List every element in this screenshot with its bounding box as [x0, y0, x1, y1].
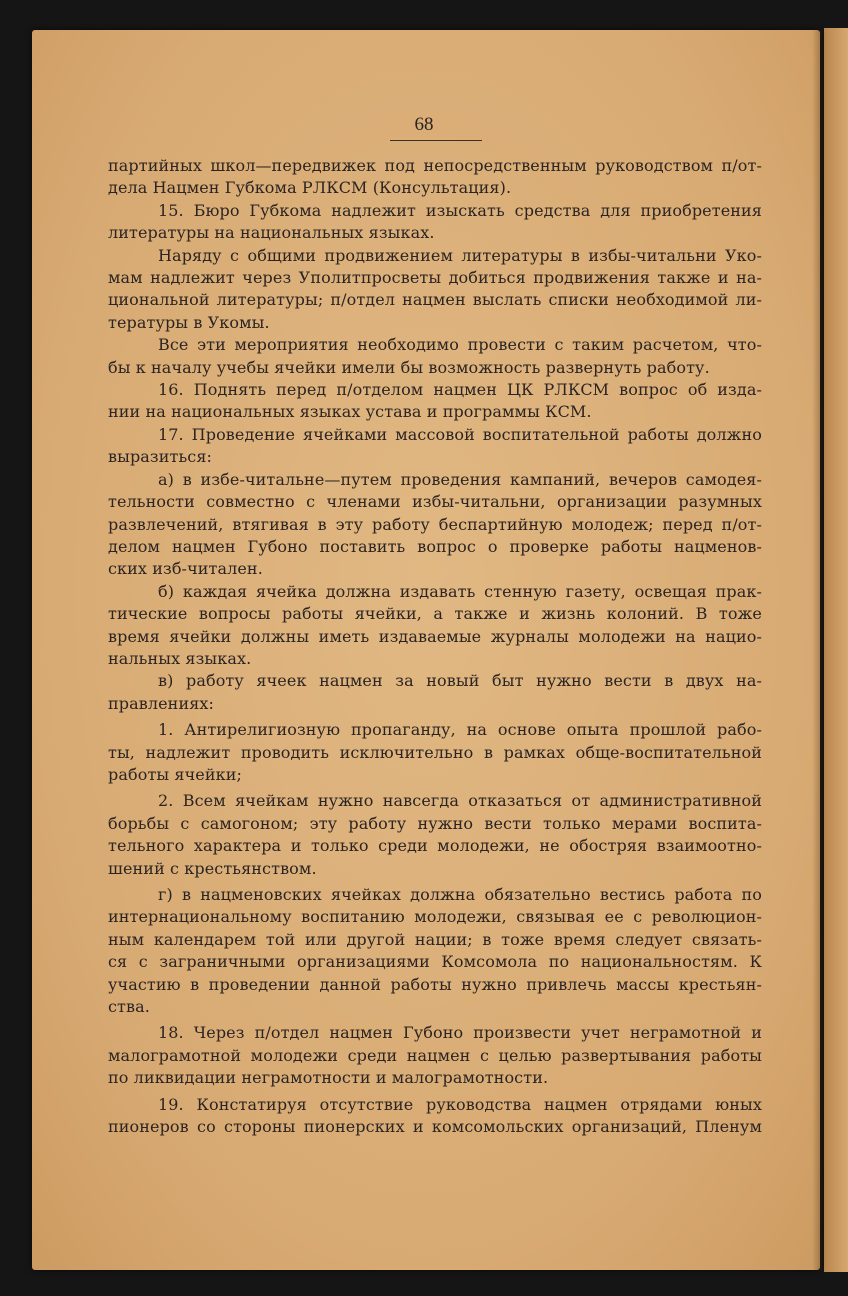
text-line: по ликвидации неграмотности и малограмотности.	[108, 1068, 549, 1088]
text-line: циональной литературы; п/отдел нацмен выслать списки необходимой ли-	[108, 290, 762, 310]
text-line: делом нацмен Губоно поставить вопрос о проверке работы нацменов-	[108, 536, 762, 556]
text-line: г) в нацменовских ячейках должна обязательно вестись работа по	[158, 885, 762, 904]
text-line: бы к началу учебы ячейки имели бы возможность развернуть работу.	[108, 357, 710, 377]
text-line: 17. Проведение ячейками массовой воспитательной работы должно	[158, 424, 762, 444]
text-line: 16. Поднять перед п/отделом нацмен ЦК РЛКСМ вопрос об изда-	[158, 380, 762, 400]
text-line: 1. Антирелигиозную пропаганду, на основе опыта прошлой рабо-	[158, 720, 762, 740]
text-line: 18. Через п/отдел нацмен Губоно произвести учет неграмотной и	[158, 1023, 762, 1043]
text-line: 2. Всем ячейкам нужно навсегда отказаться от административной	[158, 791, 762, 811]
text-line: б) каждая ячейка должна издавать стенную газету, освещая прак-	[158, 581, 762, 601]
text-line: 15. Бюро Губкома надлежит изыскать средства для приобретения	[158, 200, 762, 220]
text-line: шений с крестьянством.	[108, 858, 317, 878]
text-line: участию в проведении данной работы нужно привлечь массы крестьян-	[108, 974, 762, 994]
text-line: ства.	[108, 997, 150, 1017]
page-gutter-shadow	[812, 30, 822, 1270]
text-line: ты, надлежит проводить исключительно в рамках обще-воспитательной	[108, 742, 762, 762]
text-line: Наряду с общими продвижением литературы в избы-читальни Уко-	[158, 245, 762, 265]
text-line: ным календарем той или другой нации; в тоже время следует связать-	[108, 929, 762, 949]
text-line: время ячейки должны иметь издаваемые журналы молодежи на нацио-	[108, 626, 762, 646]
text-line: выразиться:	[108, 447, 213, 467]
page-number-rule	[390, 140, 482, 141]
text-line: партийных школ—передвижек под непосредственным руководством п/от-	[108, 156, 762, 175]
text-line: малограмотной молодежи среди нацмен с целью развертывания работы	[108, 1045, 762, 1065]
text-line: ся с заграничными организациями Комсомола по национальностям. К	[108, 952, 762, 972]
text-line: нальных языках.	[108, 648, 252, 668]
text-line: тельности совместно с членами избы-читальни, организации разумных	[108, 492, 762, 512]
text-line: 19. Констатируя отсутствие руководства нацмен отрядами юных	[158, 1094, 762, 1114]
text-line: работы ячейки;	[108, 764, 242, 784]
text-line: интернациональному воспитанию молодежи, связывая ее с революцион-	[108, 907, 762, 927]
page-number: 68	[414, 114, 434, 135]
text-line: а) в избе-читальне—путем проведения кампаний, вечеров самодея-	[158, 469, 762, 489]
text-line: нии на национальных языках устава и программы КСМ.	[108, 402, 592, 422]
text-line: пионеров со стороны пионерских и комсомольских организаций, Пленум	[108, 1117, 762, 1137]
text-line: тельного характера и только среди молодежи, не обостряя взаимоотно-	[108, 836, 762, 856]
body-text	[108, 155, 762, 1138]
text-line: тические вопросы работы ячейки, а также и жизнь колоний. В тоже	[108, 604, 762, 624]
text-line: тературы в Укомы.	[108, 312, 270, 332]
text-line: в) работу ячеек нацмен за новый быт нужно вести в двух на-	[158, 671, 762, 691]
text-line: ских изб-читален.	[108, 559, 263, 579]
text-line: мам надлежит через Уполитпросветы добиться продвижения также и на-	[108, 268, 762, 288]
text-line: развлечений, втягивая в эту работу беспартийную молодеж; перед п/от-	[108, 514, 762, 534]
text-line: правлениях:	[108, 693, 215, 713]
text-line: дела Нацмен Губкома РЛКСМ (Консультация).	[108, 178, 512, 198]
next-page-edge	[824, 28, 848, 1272]
text-line: литературы на национальных языках.	[108, 223, 435, 243]
text-line: Все эти мероприятия необходимо провести с таким расчетом, что-	[158, 335, 762, 355]
text-line: борьбы с самогоном; эту работу нужно вести только мерами воспита-	[108, 813, 762, 833]
